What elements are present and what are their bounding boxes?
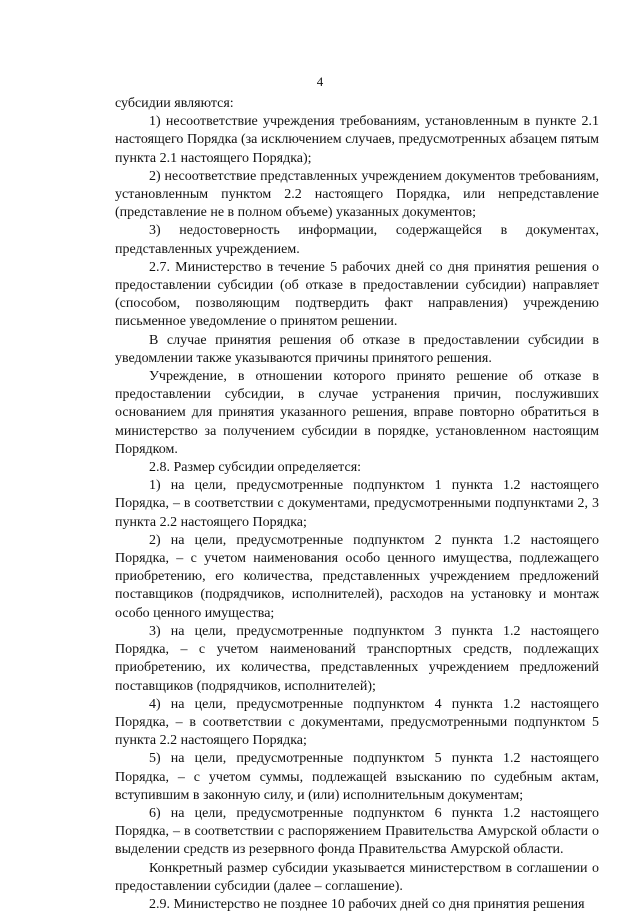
paragraph-continuation: субсидии являются:	[115, 96, 234, 111]
clause-2-9: 2.9. Министерство не позднее 10 рабочих дней со дня принятия решения	[149, 896, 585, 912]
paragraph-refusal-reasons: В случае принятия решения об отказе в предоставлении субсидии в уведомлении также указываются причины принятого решения.	[115, 332, 599, 366]
page-number: 4	[316, 74, 324, 89]
clause-2-8: 2.8. Размер субсидии определяется:	[149, 460, 362, 476]
clause-2-7: 2.7. Министерство в течение 5 рабочих дней со дня принятия решения о предоставлении субсидии (об отказе в предоставлении субсидии) направляет (способом, позволяющим подтвердить факт направления) учреждению письменное уведомление о принятом решении.	[115, 259, 599, 330]
page-body	[115, 95, 599, 914]
list-item-amount-6: 6) на цели, предусмотренные подпунктом 6 пункта 1.2 настоящего Порядка, – в соответствии с распоряжением Правительства Амурской области о выделении средств из резервного фонда Правительства Амурской области.	[115, 805, 599, 858]
paragraph-agreement: Конкретный размер субсидии указывается министерством в соглашении о предоставлении субсидии (далее – соглашение).	[115, 860, 599, 894]
list-item-refusal-2: 2) несоответствие представленных учреждением документов требованиям, установленным пунктом 2.2 настоящего Порядка, или непредставление (представление не в полном объеме) указанных документов;	[115, 168, 599, 221]
list-item-refusal-1: 1) несоответствие учреждения требованиям, установленным в пункте 2.1 настоящего Порядка (за исключением случаев, предусмотренных абзацем пятым пункта 2.1 настоящего Порядка);	[115, 114, 599, 166]
list-item-amount-4: 4) на цели, предусмотренные подпунктом 4 пункта 1.2 настоящего Порядка, – в соответствии с документами, предусмотренными подпунктом 5 пункта 2.2 настоящего Порядка;	[115, 696, 599, 749]
list-item-amount-5: 5) на цели, предусмотренные подпунктом 5 пункта 1.2 настоящего Порядка, – с учетом суммы, подлежащей взысканию по судебным актам, вступившим в законную силу, и (или) исполнительным документам;	[115, 751, 599, 803]
list-item-refusal-3: 3) недостоверность информации, содержащейся в документах, представленных учреждением.	[115, 223, 599, 257]
list-item-amount-1: 1) на цели, предусмотренные подпунктом 1 пункта 1.2 настоящего Порядка, – в соответствии с документами, предусмотренными подпунктами 2, 3 пункта 2.2 настоящего Порядка;	[115, 478, 599, 530]
list-item-amount-3: 3) на цели, предусмотренные подпунктом 3 пункта 1.2 настоящего Порядка, – с учетом наименований транспортных средств, подлежащих приобретению, их количества, представленных учреждением предложений поставщиков (подрядчиков, исполнителей);	[115, 623, 599, 694]
list-item-amount-2: 2) на цели, предусмотренные подпунктом 2 пункта 1.2 настоящего Порядка, – с учетом наименования особо ценного имущества, подлежащего приобретению, его количества, представленных учреждением предложений поставщиков (подрядчиков, исполнителей), расходов на установку и монтаж особо ценного имущества;	[115, 532, 599, 621]
paragraph-reapply: Учреждение, в отношении которого принято решение об отказе в предоставлении субсидии, в случае устранения причин, послуживших основанием для принятия указанного решения, вправе повторно обратиться в министерство за получением субсидии в порядке, установленном настоящим Порядком.	[115, 369, 599, 457]
